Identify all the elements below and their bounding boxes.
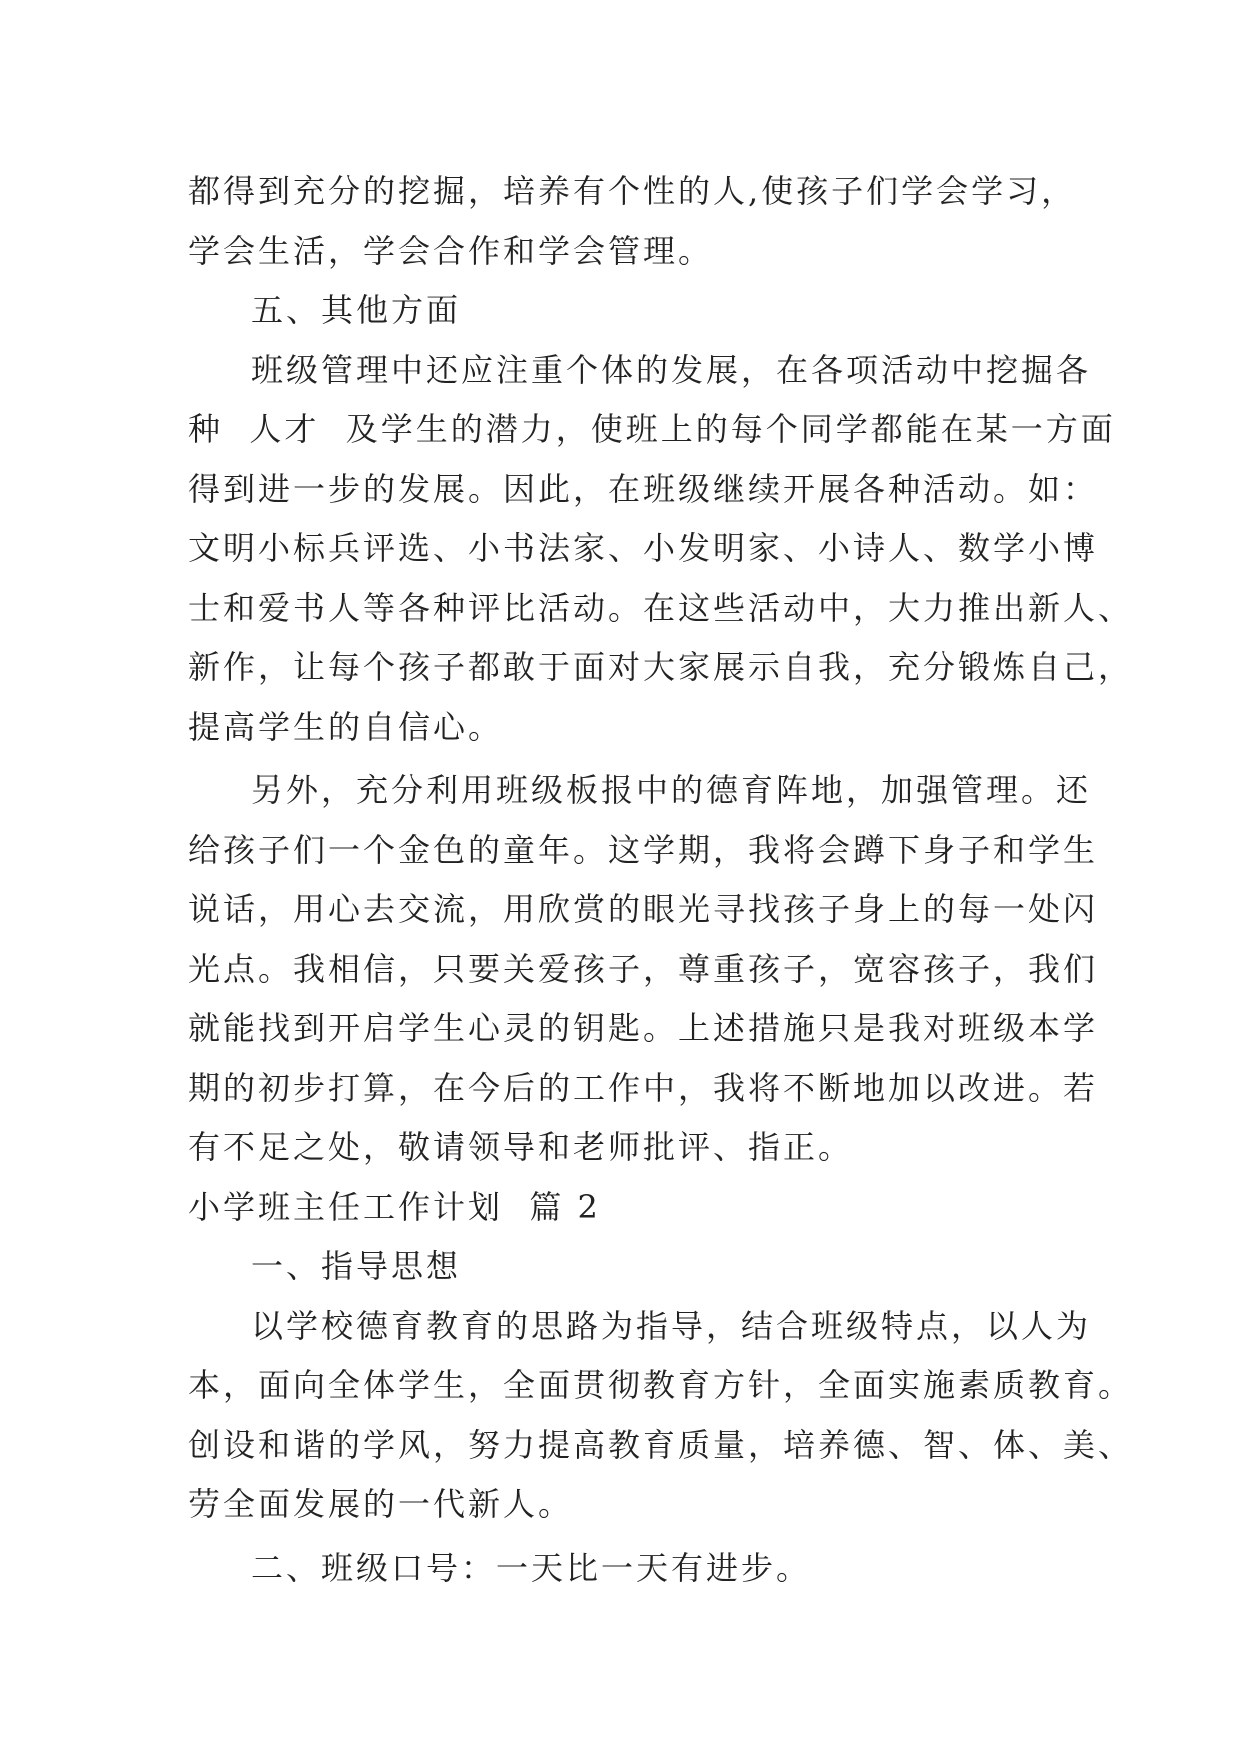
section-heading-class-slogan: 二、班级口号：一天比一天有进步。: [251, 1548, 812, 1587]
paragraph-line: 期的初步打算，在今后的工作中，我将不断地加以改进。若: [188, 1068, 1099, 1107]
paragraph-line: 班级管理中还应注重个体的发展，在各项活动中挖掘各: [251, 350, 1092, 389]
paragraph-line: 另外，充分利用班级板报中的德育阵地，加强管理。还: [251, 771, 1092, 809]
paragraph-line: 创设和谐的学风，努力提高教育质量，培养德、智、体、美、: [188, 1425, 1134, 1464]
section-heading-other-aspects: 五、其他方面: [251, 291, 462, 329]
paragraph-line: 学会生活，学会合作和学会管理。: [188, 231, 714, 270]
paragraph-line: 士和爱书人等各种评比活动。在这些活动中，大力推出新人、: [188, 588, 1134, 627]
document-title-part-2: 小学班主任工作计划 篇 2: [188, 1187, 601, 1226]
paragraph-line: 文明小标兵评选、小书法家、小发明家、小诗人、数学小博: [188, 529, 1099, 567]
paragraph-line: 得到进一步的发展。因此，在班级继续开展各种活动。如：: [188, 469, 1099, 508]
paragraph-line: 说话，用心去交流，用欣赏的眼光寻找孩子身上的每一处闪: [188, 890, 1099, 928]
paragraph-line: 种 人才 及学生的潜力，使班上的每个同学都能在某一方面: [188, 410, 1116, 448]
paragraph-line: 就能找到开启学生心灵的钥匙。上述措施只是我对班级本学: [188, 1009, 1099, 1047]
section-heading-guiding-ideology: 一、指导思想: [251, 1247, 462, 1285]
paragraph-line: 光点。我相信，只要关爱孩子，尊重孩子，宽容孩子，我们: [188, 949, 1099, 988]
paragraph-line: 给孩子们一个金色的童年。这学期，我将会蹲下身子和学生: [188, 830, 1099, 869]
paragraph-line: 提高学生的自信心。: [188, 707, 504, 746]
paragraph-line: 新作，让每个孩子都敢于面对大家展示自我，充分锻炼自己，: [188, 648, 1134, 686]
paragraph-line: 有不足之处，敬请领导和老师批评、指正。: [188, 1128, 854, 1166]
paragraph-line: 都得到充分的挖掘，培养有个性的人,使孩子们学会学习，: [188, 172, 1077, 210]
document-body: [188, 162, 1134, 1598]
paragraph-line: 劳全面发展的一代新人。: [188, 1485, 574, 1523]
paragraph-line: 以学校德育教育的思路为指导，结合班级特点，以人为: [251, 1306, 1092, 1345]
paragraph-line: 本，面向全体学生，全面贯彻教育方针，全面实施素质教育。: [188, 1366, 1134, 1404]
